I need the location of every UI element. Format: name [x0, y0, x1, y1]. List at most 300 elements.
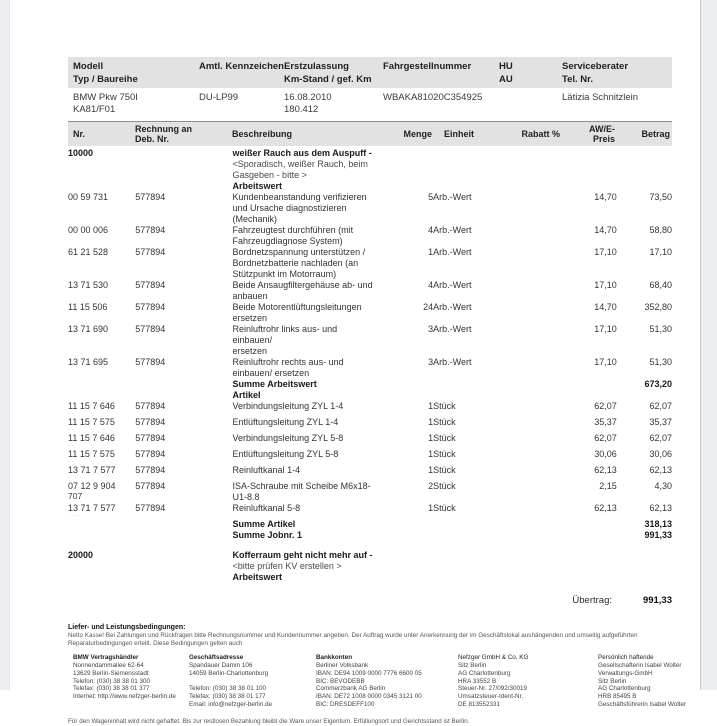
cell-einheit: Arb.-Wert	[433, 302, 472, 312]
footer-column-line: Sitz Berlin	[458, 661, 487, 669]
footer-column-line: AG Charlottenburg	[458, 669, 511, 677]
vehicle-header-label-4: HU AU	[499, 61, 513, 85]
column-header-betrag: Betrag	[641, 128, 670, 139]
cell-menge	[373, 148, 433, 159]
cell-rabatt	[509, 324, 561, 357]
footer-column-line	[189, 678, 272, 686]
cell-beschreibung: <Sporadisch, weißer Rauch, beim Gasgeben - bitte >	[232, 159, 368, 180]
cell-rabatt	[509, 302, 561, 324]
cell-deb-nr	[135, 148, 232, 159]
cell-awe-preis: 2,15	[599, 481, 617, 491]
footer-column-line: Email: info@nefzger-berlin.de	[189, 700, 273, 708]
cell-nr: 61 21 528	[68, 247, 109, 257]
cell-awe-preis	[562, 541, 617, 561]
cell-rabatt	[509, 390, 561, 401]
table-row	[68, 357, 672, 379]
cell-menge: 1	[428, 503, 434, 513]
cell-menge: 4	[428, 225, 434, 235]
cell-menge	[373, 181, 433, 192]
column-header-awe-line1: AW/E-	[589, 123, 615, 134]
cell-awe-preis: 62,13	[594, 503, 617, 513]
cell-beschreibung: Bordnetzspannung unterstützen / Bordnetzbatterie nachladen (an Stützpunkt im Motorraum)	[232, 247, 366, 279]
cell-betrag	[617, 181, 672, 192]
footer-column-title: Nefzger GmbH & Co. KG	[458, 654, 529, 662]
cell-deb-nr	[135, 519, 232, 530]
column-header-beschreibung: Beschreibung	[232, 128, 293, 139]
cell-awe-preis	[562, 379, 617, 390]
cell-awe-preis	[562, 159, 617, 181]
cell-rabatt	[509, 417, 561, 433]
cell-awe-preis: 62,07	[594, 401, 617, 411]
cell-deb-nr: 577894	[135, 280, 166, 290]
cell-nr: 11 15 7 646 ···	[68, 433, 135, 449]
cell-awe-preis	[562, 561, 617, 572]
footer-column-line: Spandauer Damm 106	[189, 661, 253, 669]
cell-nr: 00 59 731	[68, 192, 109, 202]
cell-awe-preis: 30,06	[594, 449, 617, 459]
cell-betrag: 62,07	[649, 401, 672, 411]
cell-nr	[68, 181, 135, 192]
cell-betrag: 673,20	[644, 379, 672, 389]
cell-betrag: 51,30	[649, 324, 672, 334]
cell-einheit: Stück	[433, 401, 456, 411]
cell-nr: 10000	[68, 148, 94, 158]
cell-nr	[68, 519, 135, 530]
cell-rabatt	[509, 465, 561, 481]
footer-column-line: 14059 Berlin-Charlottenburg	[189, 669, 269, 677]
cell-betrag: 35,37	[649, 417, 672, 427]
footer-column-line: Gesellschafterin Isabel Wolter	[598, 661, 682, 669]
cell-rabatt	[509, 357, 561, 379]
terms-section	[68, 623, 672, 647]
cell-betrag: 68,40	[649, 280, 672, 290]
footer-column-line: Telefax: (030) 38 38 01 377	[73, 685, 150, 693]
cell-nr: 13 71 690	[68, 324, 109, 334]
vehicle-header-label-1: Amtl. Kennzeichen	[199, 61, 284, 72]
cell-beschreibung: Arbeitswert	[232, 181, 283, 191]
cell-einheit	[433, 181, 509, 192]
table-row	[68, 481, 672, 503]
column-header-rechnung-an: Rechnung an	[135, 123, 193, 134]
cell-rabatt	[509, 181, 561, 192]
cell-einheit	[433, 530, 509, 541]
cell-deb-nr: 577894	[135, 481, 166, 491]
cell-menge: 1	[428, 401, 434, 411]
cell-deb-nr	[135, 390, 232, 401]
table-row	[68, 561, 672, 572]
cell-menge	[373, 561, 433, 572]
cell-nr: 13 71 695	[68, 357, 109, 367]
cell-betrag	[617, 390, 672, 401]
vehicle-header-label-0: Modell Typ / Baureihe	[73, 61, 138, 85]
cell-einheit	[433, 519, 509, 530]
terms-line-1: Netto Kasse! Bei Zahlungen und Rückfragen bitte Rechnungsnummer und Kundennummer angeben. Der Auftrag wurde unter Anerkennung der im Geschäftslokal aushängenden und umseitig aufgeführten	[68, 632, 638, 639]
table-row	[68, 159, 672, 181]
cell-einheit: Arb.-Wert	[433, 247, 472, 257]
footer-column-line: Telefon: (030) 38 38 01 100	[189, 685, 267, 693]
cell-nr: 13 71 7 577 ···	[68, 465, 135, 481]
cell-nr: 13 71 7 577 ····	[68, 503, 135, 519]
cell-deb-nr	[135, 561, 232, 572]
cell-einheit	[433, 379, 509, 390]
cell-einheit	[433, 148, 509, 159]
footer-column-line: Internet: http://www.nefzger-berlin.de	[73, 693, 176, 701]
cell-deb-nr: 577894	[135, 401, 166, 411]
cell-deb-nr	[135, 530, 232, 541]
cell-rabatt	[509, 159, 561, 181]
footer-column-line: BIC: DRESDEFF100	[316, 700, 375, 708]
table-row	[68, 225, 672, 247]
cell-rabatt	[509, 541, 561, 561]
cell-betrag: 30,06	[649, 449, 672, 459]
cell-menge	[373, 390, 433, 401]
footer-column-title: Geschäftsadresse	[189, 654, 244, 662]
footer-columns	[68, 654, 687, 710]
items-table	[68, 148, 672, 583]
cell-nr: 11 15 7 646 ···	[68, 401, 135, 417]
vehicle-header-label-2: Erstzulassung Km-Stand / gef. Km	[284, 61, 372, 85]
footer-column-line: HRA 33552 B	[458, 677, 497, 685]
cell-nr	[68, 390, 135, 401]
cell-beschreibung: weißer Rauch aus dem Auspuff -	[232, 148, 372, 158]
page-edge-left	[0, 0, 10, 690]
cell-menge: 1	[428, 417, 434, 427]
cell-awe-preis: 17,10	[594, 247, 617, 257]
vehicle-header-values	[68, 88, 672, 118]
footer-column-line: Commerzbank AG Berlin	[316, 685, 386, 693]
carryover-row	[68, 595, 672, 606]
cell-beschreibung: Fahrzeugtest durchführen (mit Fahrzeugdiagnose System)	[232, 225, 354, 246]
cell-deb-nr: 577894	[135, 225, 166, 235]
cell-rabatt	[509, 481, 561, 503]
cell-betrag: 4,30	[654, 481, 672, 491]
cell-rabatt	[509, 148, 561, 159]
cell-deb-nr	[135, 541, 232, 561]
cell-awe-preis: 14,70	[594, 192, 617, 202]
vehicle-header-value-2: 16.08.2010 180.412	[284, 92, 332, 115]
cell-menge: 1	[428, 247, 434, 257]
part-number-suffix-faint: ···	[68, 443, 78, 449]
column-header-deb-nr	[135, 124, 232, 145]
footer-column-title: Bankkonten	[316, 654, 353, 662]
cell-rabatt	[509, 280, 561, 302]
vehicle-header-value-1: DU-LP99	[199, 92, 239, 103]
table-row	[68, 433, 672, 449]
cell-deb-nr: 577894	[135, 357, 166, 367]
terms-line-2: Reparaturbedingungen erteilt. Diese Bedingungen gelten auch	[68, 639, 243, 647]
footer-column-3	[458, 654, 528, 709]
cell-einheit	[433, 541, 509, 561]
footer-column-line: Nonnendammallee 62-64	[73, 661, 144, 669]
cell-nr: 11 15 506	[68, 302, 108, 312]
cell-deb-nr: 577894	[135, 302, 166, 312]
cell-awe-preis	[562, 519, 617, 530]
cell-nr	[68, 572, 135, 583]
cell-awe-preis	[562, 530, 617, 541]
cell-beschreibung: Summe Artikel	[232, 519, 296, 529]
cell-menge: 3	[428, 324, 434, 334]
cell-einheit: Arb.-Wert	[433, 225, 472, 235]
cell-betrag: 51,30	[649, 357, 672, 367]
cell-beschreibung: Kofferraum geht nicht mehr auf -	[232, 550, 373, 560]
cell-rabatt	[509, 561, 561, 572]
items-header-band	[68, 121, 672, 146]
cell-beschreibung: Arbeitswert	[232, 572, 283, 582]
cell-menge: 4	[428, 280, 434, 290]
cell-rabatt	[509, 401, 561, 417]
footer-column-line: Geschäftsführerin Isabel Wolter	[598, 700, 687, 708]
cell-menge: 1	[428, 465, 434, 475]
footer-column-line: Berliner Volksbank	[316, 661, 369, 669]
cell-betrag	[617, 148, 672, 159]
cell-nr	[68, 561, 135, 572]
cell-einheit: Stück	[433, 433, 456, 443]
table-row	[68, 148, 672, 159]
cell-rabatt	[509, 433, 561, 449]
column-header-nr: Nr.	[73, 128, 86, 139]
table-row	[68, 302, 672, 324]
footer-column-line: Sitz Berlin	[598, 677, 627, 685]
cell-beschreibung: Summe Arbeitswert	[232, 379, 317, 389]
table-row	[68, 519, 672, 530]
page-edge-right	[700, 0, 717, 690]
cell-deb-nr	[135, 379, 232, 390]
table-row	[68, 280, 672, 302]
cell-awe-preis: 17,10	[594, 280, 617, 290]
cell-nr: 07 12 9 904 707	[68, 481, 135, 503]
footer-column-0	[73, 654, 176, 701]
cell-rabatt	[509, 530, 561, 541]
cell-menge: 2	[428, 481, 434, 491]
cell-einheit: Stück	[433, 465, 456, 475]
footer-column-line: DE 813552331	[458, 700, 501, 708]
cell-einheit: Arb.-Wert	[433, 324, 472, 334]
cell-betrag: 73,50	[649, 192, 672, 202]
table-row	[68, 181, 672, 192]
table-row	[68, 390, 672, 401]
cell-einheit: Arb.-Wert	[433, 280, 472, 290]
cell-menge: 1	[428, 433, 434, 443]
table-row	[68, 379, 672, 390]
cell-betrag: 991,33	[644, 530, 672, 540]
table-row	[68, 572, 672, 583]
cell-beschreibung: Entlüftungsleitung ZYL 1-4	[232, 417, 339, 427]
cell-betrag: 318,13	[644, 519, 672, 529]
column-header-rabatt: Rabatt %	[521, 128, 560, 139]
cell-betrag	[617, 541, 672, 561]
carryover-label: Übertrag:	[572, 595, 612, 606]
cell-rabatt	[509, 572, 561, 583]
cell-deb-nr	[135, 159, 232, 181]
cell-rabatt	[509, 192, 561, 225]
column-header-awe-line2: Preis	[592, 134, 615, 144]
cell-menge	[373, 541, 433, 561]
cell-beschreibung: <bitte prüfen KV erstellen >	[232, 561, 342, 571]
cell-awe-preis	[562, 148, 617, 159]
part-number-suffix-faint: ···	[68, 475, 78, 481]
items-table-body	[68, 148, 672, 583]
vehicle-header-value-3: WBAKA81020C354925	[383, 92, 483, 103]
cell-rabatt	[509, 503, 561, 519]
cell-einheit: Stück	[433, 481, 456, 491]
table-row	[68, 541, 672, 561]
cell-beschreibung: Reinluftrohr links aus- und einbauen/ ersetzen	[232, 324, 338, 356]
part-number-suffix: 707	[68, 491, 83, 501]
column-header-deb: Deb. Nr.	[135, 134, 170, 144]
cell-awe-preis	[562, 390, 617, 401]
cell-betrag: 58,80	[649, 225, 672, 235]
cell-nr: 20000	[68, 550, 94, 560]
table-row	[68, 449, 672, 465]
cell-betrag: 17,10	[649, 247, 672, 257]
cell-menge	[373, 530, 433, 541]
cell-betrag: 62,07	[649, 433, 672, 443]
table-row	[68, 503, 672, 519]
vehicle-header-band	[68, 57, 672, 88]
cell-beschreibung: Entlüftungsleitung ZYL 5-8	[232, 449, 339, 459]
cell-nr: 11 15 7 575 ···	[68, 417, 135, 433]
vehicle-header-label-3: Fahrgestellnummer	[383, 61, 472, 72]
vehicle-header-label-5: Serviceberater Tel. Nr.	[562, 61, 629, 85]
footer-column-line: Telefax: (030) 38 38 01 177	[189, 693, 266, 701]
cell-betrag: 352,80	[644, 302, 672, 312]
cell-deb-nr: 577894	[135, 503, 166, 513]
cell-einheit: Stück	[433, 503, 456, 513]
footer-column-title: BMW Vertragshändler	[73, 654, 139, 662]
vehicle-header-value-4	[499, 92, 562, 116]
cell-awe-preis: 35,37	[594, 417, 617, 427]
cell-menge: 1	[428, 449, 434, 459]
cell-rabatt	[509, 247, 561, 280]
cell-rabatt	[509, 225, 561, 247]
cell-beschreibung: Beide Ansaugfiltergehäuse ab- und anbauen	[232, 280, 373, 301]
terms-heading: Liefer- und Leistungsbedingungen:	[68, 624, 186, 631]
table-row	[68, 247, 672, 280]
cell-menge	[373, 379, 433, 390]
footer-column-line: IBAN: DE94 1009 0000 7776 6600 05	[316, 669, 422, 677]
cell-awe-preis: 17,10	[594, 357, 617, 367]
cell-menge: 3	[428, 357, 434, 367]
cell-beschreibung: Summe Jobnr. 1	[232, 530, 303, 540]
footer-column-line: Telefon: (030) 38 38 01 300	[73, 677, 151, 685]
footer-column-line: BIC: BEVODEBB	[316, 677, 365, 685]
cell-menge	[373, 519, 433, 530]
table-row	[68, 401, 672, 417]
cell-einheit	[433, 159, 509, 181]
cell-beschreibung: Artikel	[232, 390, 261, 400]
cell-beschreibung: Reinluftkanal 1-4	[232, 465, 301, 475]
cell-betrag: 62,13	[649, 465, 672, 475]
footer-column-line: Umsatzsteuer-Ident-Nr.	[458, 693, 524, 701]
cell-menge: 5	[428, 192, 434, 202]
cell-betrag: 62,13	[649, 503, 672, 513]
cell-einheit	[433, 561, 509, 572]
footer-column-2	[316, 654, 422, 709]
cell-nr	[68, 159, 135, 181]
footer-column-line: HRB 85495 B	[598, 693, 637, 701]
footer-column-line: Verwaltungs-GmbH	[598, 669, 653, 677]
footer-column-line: 13629 Berlin-Siemensstadt	[73, 669, 149, 677]
part-number-suffix-faint: ···	[68, 459, 78, 465]
cell-beschreibung: Beide Motorentlüftungsleitungen ersetzen	[232, 302, 362, 323]
cell-awe-preis: 62,07	[594, 433, 617, 443]
cell-menge	[373, 572, 433, 583]
cell-awe-preis: 14,70	[594, 225, 617, 235]
legal-line: Für den Wageninhalt wird nicht gehaftet. Bis zur restlosen Bezahlung bleibt die Ware unser Eigentum. Erfüllungsort und Gerichtsstand ist Berlin.	[68, 718, 470, 726]
cell-awe-preis: 14,70	[594, 302, 617, 312]
cell-nr: 13 71 530	[68, 280, 109, 290]
cell-deb-nr: 577894	[135, 192, 166, 202]
cell-einheit	[433, 390, 509, 401]
invoice-content	[68, 57, 687, 726]
cell-betrag	[617, 159, 672, 181]
footer-column-line: IBAN: DE72 1008 0000 0345 3121 00	[316, 693, 422, 701]
cell-beschreibung: Verbindungsleitung ZYL 5-8	[232, 433, 344, 443]
cell-menge: 24	[423, 302, 434, 312]
table-row	[68, 192, 672, 225]
cell-rabatt	[509, 379, 561, 390]
cell-awe-preis: 17,10	[594, 324, 617, 334]
cell-deb-nr: 577894	[135, 324, 166, 334]
cell-beschreibung: Kundenbeanstandung verifizieren und Ursache diagnostizieren (Mechanik)	[232, 192, 367, 224]
cell-deb-nr: 577894	[135, 433, 166, 443]
cell-beschreibung: Verbindungsleitung ZYL 1-4	[232, 401, 344, 411]
footer-column-line: AG Charlottenburg	[598, 685, 651, 693]
part-number-suffix-faint: ···	[68, 411, 78, 417]
footer-column-title: Persönlich haftende	[598, 654, 654, 662]
table-row	[68, 530, 672, 541]
cell-betrag	[617, 572, 672, 583]
column-header-menge: Menge	[403, 128, 432, 139]
column-header-awe-preis	[560, 124, 615, 145]
table-row	[68, 465, 672, 481]
footer-column-4	[598, 654, 686, 709]
column-header-einheit: Einheit	[444, 128, 475, 139]
cell-awe-preis	[562, 181, 617, 192]
cell-deb-nr: 577894	[135, 465, 166, 475]
part-number-suffix-faint: ····	[68, 513, 82, 519]
cell-beschreibung: Reinluftkanal 5-8	[232, 503, 301, 513]
carryover-value: 991,33	[642, 595, 672, 606]
cell-rabatt	[509, 449, 561, 465]
cell-einheit	[433, 572, 509, 583]
cell-deb-nr	[135, 181, 232, 192]
cell-einheit: Arb.-Wert	[433, 192, 472, 202]
vehicle-header-value-5: Lätizia Schnitzlein	[562, 92, 639, 103]
cell-nr	[68, 530, 135, 541]
cell-einheit: Stück	[433, 449, 456, 459]
cell-rabatt	[509, 519, 561, 530]
cell-nr	[68, 379, 135, 390]
cell-einheit: Stück	[433, 417, 456, 427]
table-row	[68, 417, 672, 433]
cell-deb-nr	[135, 572, 232, 583]
cell-beschreibung: ISA-Schraube mit Scheibe M6x18- U1-8.8	[232, 481, 371, 502]
footer-column-1	[189, 654, 272, 709]
cell-menge	[373, 159, 433, 181]
cell-deb-nr: 577894	[135, 449, 166, 459]
cell-awe-preis: 62,13	[594, 465, 617, 475]
vehicle-header-value-0: BMW Pkw 750I KA81/F01	[73, 92, 138, 115]
cell-einheit: Arb.-Wert	[433, 357, 472, 367]
footer-column-line: Steuer-Nr. 27/092/30019	[458, 685, 527, 693]
table-row	[68, 324, 672, 357]
part-number-suffix-faint: ···	[68, 427, 78, 433]
cell-awe-preis	[562, 572, 617, 583]
cell-deb-nr: 577894	[135, 417, 166, 427]
cell-nr: 11 15 7 575 ···	[68, 449, 135, 465]
cell-betrag	[617, 561, 672, 572]
